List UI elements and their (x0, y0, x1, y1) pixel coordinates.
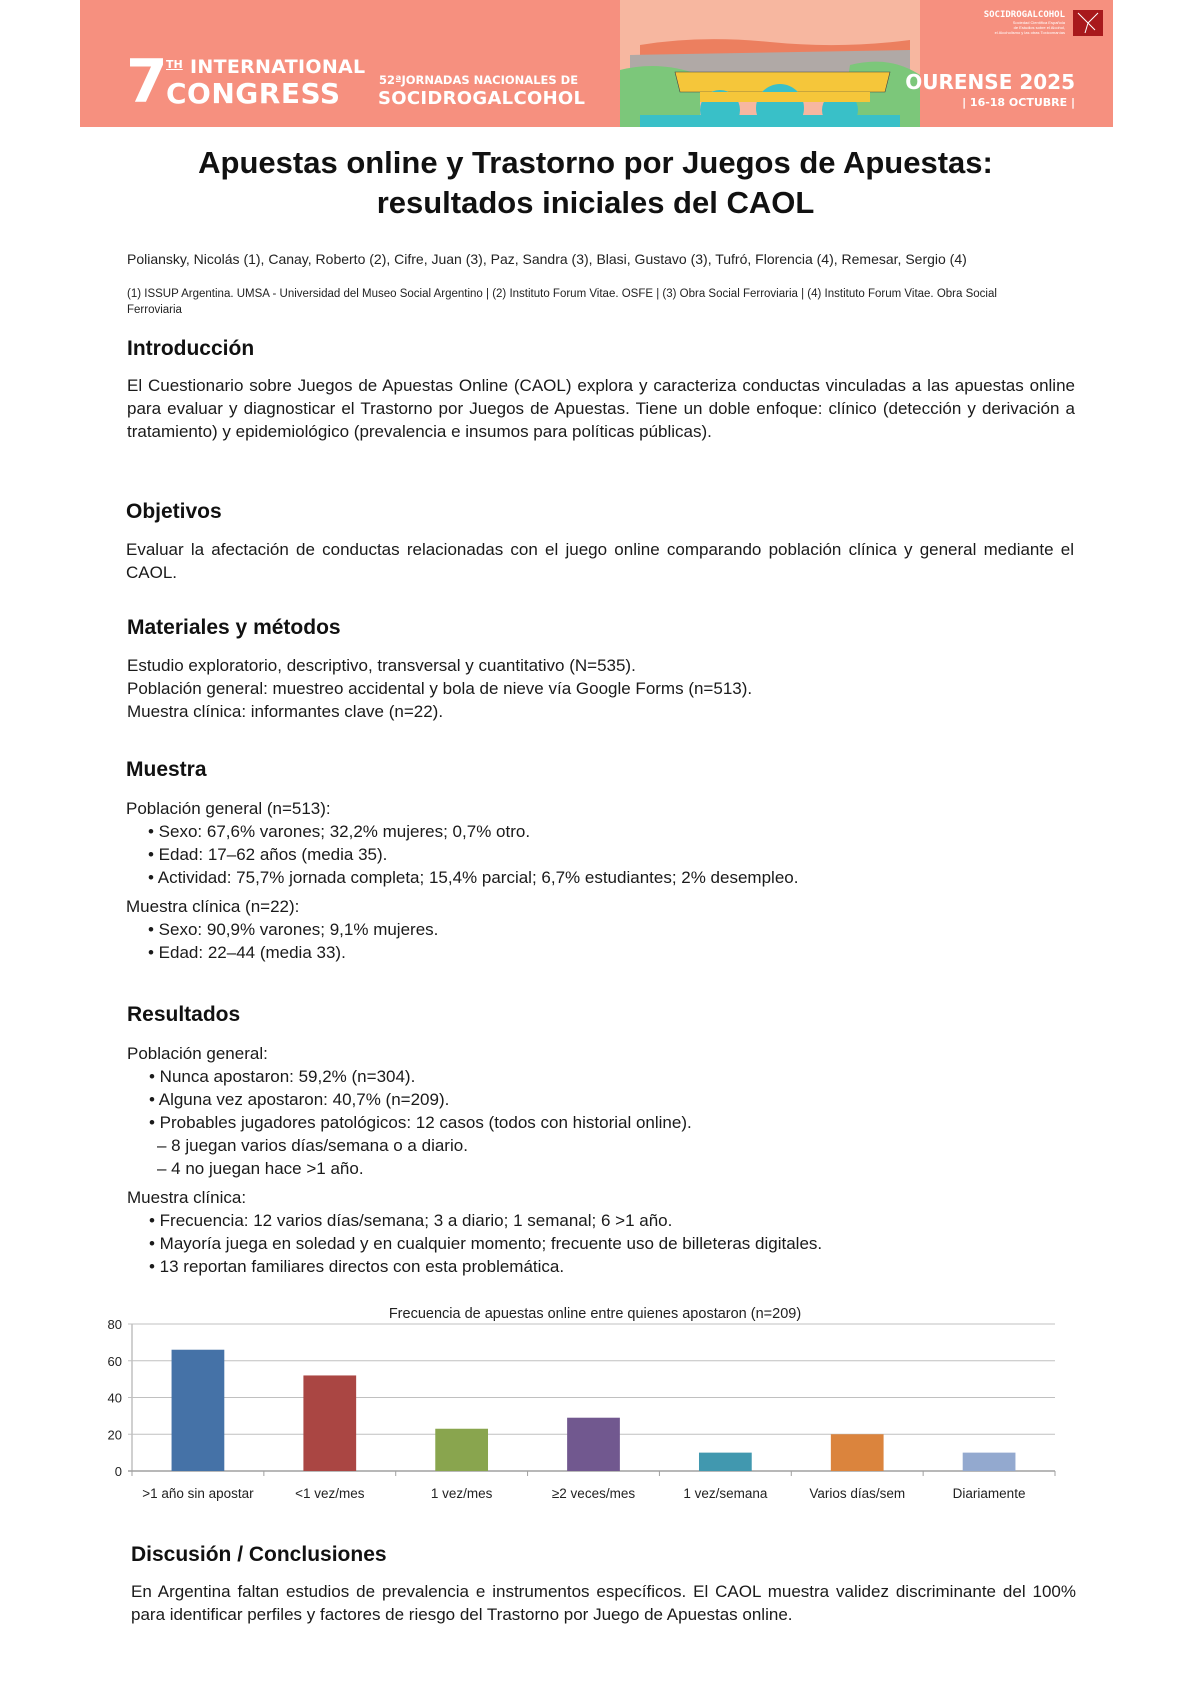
y-tick-label: 0 (114, 1464, 122, 1479)
bar-chart (100, 1300, 1060, 1525)
x-tick-label: Diariamente (952, 1486, 1026, 1501)
text-discusion: En Argentina faltan estudios de prevalencia e instrumentos específicos. El CAOL muestra validez discriminante del 100% para identificar perfiles y factores de riesgo del Trastorno por Juego de Apuestas online. (131, 1582, 1076, 1624)
y-tick-label: 20 (107, 1427, 122, 1443)
y-tick-label: 80 (107, 1317, 122, 1332)
list-subitem: – 8 juegan varios días/semana o a diario. (157, 1136, 468, 1155)
banner-line1: INTERNATIONAL (190, 56, 366, 78)
bar (567, 1418, 620, 1471)
text-resultados-general: Población general: • Nunca apostaron: 59,2% (n=304). • Alguna vez apostaron: 40,7% (n=209). • Probables jugadores patológicos: 12 casos (todos con historial online). – 8 juegan varios días/semana o a diario. – 4 no juegan hace >1 año. (127, 1044, 692, 1178)
bar (435, 1429, 488, 1471)
list-item: • Probables jugadores patológicos: 12 casos (todos con historial online). (149, 1113, 692, 1132)
text-muestra-clinica: Muestra clínica (n=22): • Sexo: 90,9% varones; 9,1% mujeres. • Edad: 22–44 (media 33). (126, 897, 439, 962)
heading-resultados: Resultados (127, 1003, 241, 1026)
list-subitem: – 4 no juegan hace >1 año. (157, 1159, 364, 1178)
banner-city-year: OURENSE 2025 (905, 70, 1075, 94)
banner-line2: CONGRESS (166, 77, 341, 110)
congress-banner (80, 0, 1113, 127)
heading-materiales: Materiales y métodos (127, 616, 341, 639)
list-item: • Sexo: 67,6% varones; 32,2% mujeres; 0,7% otro. (148, 822, 531, 841)
heading-introduccion: Introducción (127, 337, 255, 360)
heading-discusion: Discusión / Conclusiones (131, 1543, 387, 1566)
list-item: • Nunca apostaron: 59,2% (n=304). (149, 1067, 416, 1086)
text-introduccion: El Cuestionario sobre Juegos de Apuestas Online (CAOL) explora y caracteriza conductas vinculadas a las apuestas online para evaluar y diagnosticar el Trastorno por Juegos de Apuestas. Tiene un doble enfoque: clínico (detección y derivación a tratamiento) y epidemiológico (prevalencia e insumos para políticas públicas). (127, 376, 1075, 441)
bar (963, 1453, 1016, 1471)
list-item: • Actividad: 75,7% jornada completa; 15,4% parcial; 6,7% estudiantes; 2% desempleo. (148, 868, 799, 887)
x-tick-label: 1 vez/mes (430, 1486, 493, 1501)
list-item: • Edad: 17–62 años (media 35). (148, 845, 388, 864)
banner-subtitle1: 52ªJORNADAS NACIONALES DE (379, 73, 579, 87)
x-tick-label: ≥2 veces/mes (551, 1486, 636, 1501)
list-item: • Frecuencia: 12 varios días/semana; 3 a diario; 1 semanal; 6 >1 año. (149, 1211, 673, 1230)
list-item: • Sexo: 90,9% varones; 9,1% mujeres. (148, 920, 439, 939)
list-item: • Mayoría juega en soledad y en cualquier momento; frecuente uso de billeteras digitales. (149, 1234, 823, 1253)
x-tick-label: Varios días/sem (809, 1486, 906, 1501)
list-item: • Edad: 22–44 (media 33). (148, 943, 346, 962)
bar-chart-svg (100, 1300, 1060, 1525)
organizer-logo-icon (1073, 10, 1103, 36)
affiliations: (1) ISSUP Argentina. UMSA - Universidad del Museo Social Argentino | (2) Instituto Forum Vitae. OSFE | (3) Obra Social Ferroviaria | (4) Instituto Forum Vitae. Obra Social Ferroviaria (127, 288, 997, 316)
authors: Poliansky, Nicolás (1), Canay, Roberto (2), Cifre, Juan (3), Paz, Sandra (3), Blasi, Gustavo (3), Tufró, Florencia (4), Remesar, Sergio (4) (127, 251, 967, 267)
bar (172, 1350, 225, 1471)
bar (831, 1434, 884, 1471)
list-item: • Alguna vez apostaron: 40,7% (n=209). (149, 1090, 450, 1109)
y-tick-label: 40 (107, 1390, 122, 1406)
text-muestra-general: Población general (n=513): • Sexo: 67,6% varones; 32,2% mujeres; 0,7% otro. • Edad: 17–62 años (media 35). • Actividad: 75,7% jornada completa; 15,4% parcial; 6,7% estudiantes; 2% desempleo. (126, 799, 799, 887)
banner-subtitle2: SOCIDROGALCOHOL (378, 88, 586, 109)
x-tick-label: >1 año sin apostar (142, 1486, 254, 1501)
bridge-illustration (620, 0, 920, 127)
list-item: • 13 reportan familiares directos con esta problemática. (149, 1257, 565, 1276)
banner-edition-number: 7 (126, 47, 168, 117)
text-resultados-clinica: Muestra clínica: • Frecuencia: 12 varios días/semana; 3 a diario; 1 semanal; 6 >1 año. • Mayoría juega en soledad y en cualquier momento; frecuente uso de billeteras digitales. • 13 reportan familiares directos con esta problemática. (127, 1188, 823, 1276)
bar (699, 1453, 752, 1471)
poster-title: Apuestas online y Trastorno por Juegos de Apuestas: resultados iniciales del CAOL (198, 145, 993, 220)
heading-objetivos: Objetivos (126, 500, 222, 523)
y-tick-label: 60 (107, 1353, 122, 1369)
x-tick-label: 1 vez/semana (683, 1486, 768, 1501)
text-objetivos: Evaluar la afectación de conductas relacionadas con el juego online comparando población clínica y general mediante el CAOL. (126, 540, 1074, 582)
bar (303, 1375, 356, 1471)
x-tick-label: <1 vez/mes (295, 1486, 365, 1501)
banner-dates: | 16-18 OCTUBRE | (962, 96, 1075, 109)
text-materiales: Estudio exploratorio, descriptivo, transversal y cuantitativo (N=535). Población general: muestreo accidental y bola de nieve vía Google Forms (n=513). Muestra clínica: informantes clave (n=22). (127, 656, 753, 721)
heading-muestra: Muestra (126, 758, 207, 781)
organizer-logo-text: SOCIDROGALCOHOL Sociedad Científica Española de Estudios sobre el Alcohol, el Alcoholismo y las otras Toxicomanías (983, 10, 1065, 35)
chart-title: Frecuencia de apuestas online entre quienes apostaron (n=209) (388, 1306, 802, 1322)
banner-ordinal: TH (166, 58, 183, 71)
